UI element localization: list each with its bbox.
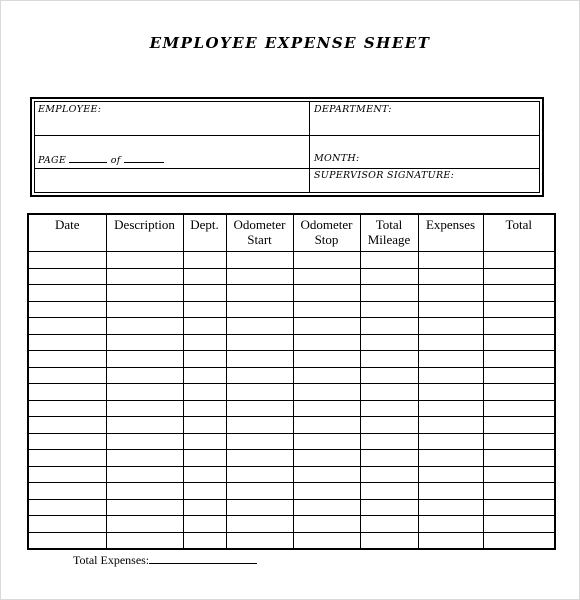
table-cell[interactable] [106,516,183,533]
table-cell[interactable] [483,466,555,483]
table-cell[interactable] [28,433,106,450]
total-expenses-label: Total Expenses: [73,553,150,567]
column-header-line1: Odometer [233,217,286,232]
table-cell[interactable] [293,516,360,533]
table-cell[interactable] [28,367,106,384]
table-row [28,400,555,417]
table-cell[interactable] [360,433,418,450]
table-cell[interactable] [293,532,360,549]
page-number-blank[interactable] [69,153,107,163]
table-cell[interactable] [183,417,226,434]
table-cell[interactable] [106,268,183,285]
table-cell[interactable] [183,450,226,467]
table-cell[interactable] [293,483,360,500]
table-cell[interactable] [106,384,183,401]
table-cell[interactable] [360,483,418,500]
table-cell[interactable] [483,334,555,351]
table-cell[interactable] [106,252,183,269]
table-cell[interactable] [418,450,483,467]
table-body [28,252,555,550]
table-cell[interactable] [183,499,226,516]
employee-info-block [30,97,544,197]
table-cell[interactable] [226,450,293,467]
supervisor-signature-label: SUPERVISOR SIGNATURE: [314,170,455,181]
table-cell[interactable] [183,351,226,368]
table-cell[interactable] [106,285,183,302]
employee-field[interactable] [38,104,101,115]
table-cell[interactable] [293,268,360,285]
table-cell[interactable] [360,252,418,269]
table-cell[interactable] [226,417,293,434]
table-row [28,417,555,434]
table-cell[interactable] [183,483,226,500]
table-row [28,334,555,351]
table-cell[interactable] [226,334,293,351]
table-cell[interactable] [360,516,418,533]
table-cell[interactable] [28,301,106,318]
table-cell[interactable] [418,483,483,500]
table-row [28,367,555,384]
column-header-line1: Date [54,217,80,232]
table-row [28,483,555,500]
page-field[interactable] [38,153,164,166]
table-cell[interactable] [28,351,106,368]
table-cell[interactable] [418,318,483,335]
table-cell[interactable] [483,384,555,401]
column-header [106,214,183,252]
table-cell[interactable] [483,285,555,302]
table-cell[interactable] [183,318,226,335]
column-header [226,214,293,252]
table-row [28,499,555,516]
table-row [28,268,555,285]
column-header-line1: Description [114,217,175,232]
table-cell[interactable] [293,433,360,450]
table-cell[interactable] [293,318,360,335]
table-cell[interactable] [226,252,293,269]
table-cell[interactable] [360,334,418,351]
table-cell[interactable] [360,400,418,417]
table-row [28,285,555,302]
table-cell[interactable] [360,499,418,516]
document-title: EMPLOYEE EXPENSE SHEET [149,34,431,52]
table-cell[interactable] [28,384,106,401]
total-expenses-blank[interactable] [149,552,257,564]
table-cell[interactable] [183,400,226,417]
table-cell[interactable] [293,367,360,384]
table-cell[interactable] [106,301,183,318]
column-header [293,214,360,252]
table-cell[interactable] [360,351,418,368]
table-row [28,301,555,318]
table-cell[interactable] [226,499,293,516]
info-divider-row1 [35,135,539,136]
table-cell[interactable] [28,499,106,516]
table-row [28,318,555,335]
table-cell[interactable] [106,450,183,467]
table-row [28,252,555,269]
table-cell[interactable] [483,499,555,516]
column-header-line2: Mileage [367,232,411,247]
table-cell[interactable] [483,252,555,269]
table-cell[interactable] [483,318,555,335]
table-cell[interactable] [418,351,483,368]
column-header [360,214,418,252]
expense-table [27,213,556,550]
column-header-line1: Odometer [300,217,353,232]
table-cell[interactable] [418,516,483,533]
table-cell[interactable] [360,268,418,285]
table-cell[interactable] [183,532,226,549]
column-header-line2: Start [247,232,272,247]
table-cell[interactable] [183,516,226,533]
table-cell[interactable] [226,318,293,335]
table-cell[interactable] [293,334,360,351]
table-cell[interactable] [293,301,360,318]
info-divider-row2-right [309,168,539,169]
table-cell[interactable] [418,400,483,417]
table-cell[interactable] [483,268,555,285]
table-cell[interactable] [418,466,483,483]
column-header-line1: Expenses [425,217,476,232]
info-inner-frame [34,101,540,193]
column-header [483,214,555,252]
table-cell[interactable] [226,268,293,285]
table-cell[interactable] [293,400,360,417]
table-row [28,351,555,368]
column-header [28,214,106,252]
table-cell[interactable] [418,499,483,516]
table-cell[interactable] [106,483,183,500]
table-cell[interactable] [226,400,293,417]
table-cell[interactable] [28,532,106,549]
table-cell[interactable] [418,532,483,549]
table-cell[interactable] [28,285,106,302]
department-label: DEPARTMENT: [314,104,392,115]
table-cell[interactable] [226,466,293,483]
table-cell[interactable] [28,466,106,483]
table-cell[interactable] [28,483,106,500]
table-cell[interactable] [360,285,418,302]
column-header [418,214,483,252]
table-cell[interactable] [360,318,418,335]
table-row [28,433,555,450]
table-row [28,450,555,467]
info-divider-row2-left [35,168,309,169]
table-cell[interactable] [293,417,360,434]
table-cell[interactable] [183,252,226,269]
table-cell[interactable] [226,483,293,500]
table-cell[interactable] [418,301,483,318]
table-cell[interactable] [106,466,183,483]
table-header-row [28,214,555,252]
table-cell[interactable] [226,532,293,549]
table-cell[interactable] [183,285,226,302]
table-cell[interactable] [106,351,183,368]
table-cell[interactable] [293,499,360,516]
table-cell[interactable] [28,417,106,434]
table-cell[interactable] [483,450,555,467]
table-cell[interactable] [360,466,418,483]
table-row [28,516,555,533]
table-cell[interactable] [360,532,418,549]
table-row [28,532,555,549]
column-header [183,214,226,252]
table-cell[interactable] [183,268,226,285]
table-cell[interactable] [418,285,483,302]
table-cell[interactable] [183,301,226,318]
table-cell[interactable] [106,318,183,335]
table-cell[interactable] [483,351,555,368]
column-header-line1: Dept. [190,217,219,232]
table-cell[interactable] [106,400,183,417]
supervisor-signature-field[interactable] [314,170,454,181]
table-cell[interactable] [226,433,293,450]
table-cell[interactable] [360,417,418,434]
table-row [28,384,555,401]
table-cell[interactable] [183,334,226,351]
month-field[interactable] [314,153,359,164]
table-cell[interactable] [483,367,555,384]
table-cell[interactable] [360,450,418,467]
table-cell[interactable] [418,268,483,285]
table-cell[interactable] [226,285,293,302]
table-cell[interactable] [226,367,293,384]
table-cell[interactable] [106,334,183,351]
table-cell[interactable] [418,384,483,401]
total-expenses-field[interactable] [73,552,257,568]
table-cell[interactable] [28,450,106,467]
table-cell[interactable] [418,417,483,434]
table-cell[interactable] [106,433,183,450]
of-label: of [110,155,121,166]
table-cell[interactable] [28,252,106,269]
table-cell[interactable] [418,433,483,450]
table-cell[interactable] [183,466,226,483]
employee-label: EMPLOYEE: [38,104,102,115]
table-cell[interactable] [183,384,226,401]
table-cell[interactable] [106,532,183,549]
column-header-line1: Total [375,217,403,232]
table-cell[interactable] [293,252,360,269]
table-cell[interactable] [293,285,360,302]
table-cell[interactable] [360,384,418,401]
department-field[interactable] [314,104,392,115]
table-cell[interactable] [418,252,483,269]
table-cell[interactable] [293,384,360,401]
table-cell[interactable] [293,450,360,467]
table-cell[interactable] [293,351,360,368]
column-header-line2: Stop [314,232,339,247]
table-cell[interactable] [483,433,555,450]
table-cell[interactable] [28,268,106,285]
info-divider-vertical [309,102,310,192]
table-cell[interactable] [483,532,555,549]
table-cell[interactable] [483,483,555,500]
table-cell[interactable] [226,516,293,533]
page-label: PAGE [38,155,67,166]
column-header-line1: Total [505,217,533,232]
page-total-blank[interactable] [124,153,164,163]
month-label: MONTH: [314,153,360,164]
table-cell[interactable] [106,367,183,384]
table-cell[interactable] [483,301,555,318]
table-cell[interactable] [483,400,555,417]
table-cell[interactable] [183,367,226,384]
table-cell[interactable] [28,516,106,533]
table-cell[interactable] [226,301,293,318]
table-cell[interactable] [360,367,418,384]
table-cell[interactable] [226,351,293,368]
table-cell[interactable] [106,499,183,516]
table-cell[interactable] [293,466,360,483]
table-cell[interactable] [226,384,293,401]
table-cell[interactable] [106,417,183,434]
table-cell[interactable] [483,417,555,434]
table-cell[interactable] [418,367,483,384]
table-cell[interactable] [418,334,483,351]
table-cell[interactable] [28,400,106,417]
table-cell[interactable] [483,516,555,533]
table-cell[interactable] [360,301,418,318]
table-cell[interactable] [28,334,106,351]
table-cell[interactable] [28,318,106,335]
table-row [28,466,555,483]
table-cell[interactable] [183,433,226,450]
